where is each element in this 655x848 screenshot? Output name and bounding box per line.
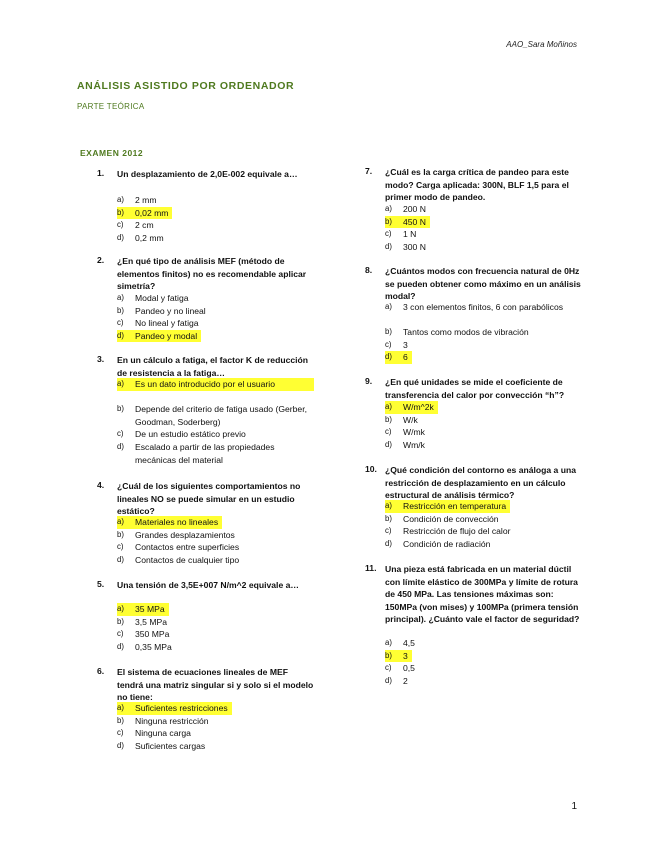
author-name: AAO_Sara Moñinos <box>506 40 577 49</box>
option-letter: b) <box>117 404 124 414</box>
left-column <box>97 168 337 768</box>
option-text: Suficientes cargas <box>135 740 206 751</box>
option-text: 450 N <box>403 216 430 229</box>
question-text: ¿En qué tipo de análisis MEF (método de elementos finitos) no es recomendable aplicar simetría? <box>117 256 307 291</box>
option-letter: c) <box>117 542 124 552</box>
option-letter: b) <box>385 327 392 337</box>
option-text: Restricción en temperatura <box>403 500 510 513</box>
option-letter: a) <box>385 638 392 647</box>
option-letter: a) <box>385 500 403 513</box>
question-number: 8. <box>365 265 373 275</box>
option-text: W/k <box>403 414 418 425</box>
option-text: Condición de convección <box>403 513 499 524</box>
option-letter: d) <box>117 554 124 564</box>
option-text: Pandeo y no lineal <box>135 305 206 316</box>
option-text: Escalado a partir de las propiedades mecánicas del material <box>135 441 275 465</box>
option-text: 300 N <box>403 241 426 252</box>
question-number: 10. <box>365 464 377 474</box>
document-title: ANÁLISIS ASISTIDO POR ORDENADOR <box>77 80 295 92</box>
option-text: 2 <box>403 675 408 686</box>
option-text: Depende del criterio de fatiga usado (Gerber, Goodman, Soderberg) <box>135 404 307 427</box>
question-text: ¿Cuántos modos con frecuencia natural de 0Hz se pueden obtener como máximo en un análisis modal? <box>385 266 581 301</box>
option-letter: d) <box>385 241 392 251</box>
option-text: Wm/k <box>403 439 425 450</box>
option-letter: c) <box>117 318 124 328</box>
question-text: Una tensión de 3,5E+007 N/m^2 equivale a… <box>117 580 299 590</box>
option-letter: b) <box>385 216 403 229</box>
option-text: Ninguna carga <box>135 728 191 739</box>
option-letter: a) <box>117 378 135 391</box>
option-text: Grandes desplazamientos <box>135 529 235 540</box>
option-text: 2 cm <box>135 220 154 231</box>
option-text: 3 con elementos finitos, 6 con parabólicos <box>403 302 564 312</box>
option-letter: b) <box>117 616 124 626</box>
right-column <box>365 166 605 706</box>
option-text: 0,02 mm <box>135 207 172 220</box>
option-letter: a) <box>385 302 392 311</box>
option-letter: c) <box>385 663 392 673</box>
option-letter: c) <box>385 339 392 349</box>
option-text: De un estudio estático previo <box>135 429 246 440</box>
exam-heading: EXAMEN 2012 <box>80 148 144 158</box>
question-text: ¿Cuál de los siguientes comportamientos no lineales NO se puede simular en un estudio estático? <box>117 481 301 516</box>
option-text: Materiales no lineales <box>135 516 222 529</box>
question-number: 11. <box>365 563 377 573</box>
option-text: 1 N <box>403 229 417 240</box>
option-letter: d) <box>117 641 124 651</box>
option-letter: c) <box>117 728 124 738</box>
option-text: 6 <box>403 351 412 364</box>
option-text: Tantos como modos de vibración <box>403 327 529 338</box>
option-text: Modal y fatiga <box>135 293 189 303</box>
option-text: 3,5 MPa <box>135 616 168 627</box>
option-text: Suficientes restricciones <box>135 702 232 715</box>
option-letter: b) <box>385 513 392 523</box>
option-text: Pandeo y modal <box>135 330 201 343</box>
option-letter: d) <box>385 351 403 364</box>
option-text: 3 <box>403 650 412 663</box>
option-letter: a) <box>117 702 135 715</box>
option-letter: a) <box>385 204 392 213</box>
page-number: 1 <box>571 801 577 812</box>
option-letter: b) <box>117 529 124 539</box>
question-text: ¿En qué unidades se mide el coeficiente de transferencia del calor por convección “h”? <box>385 377 565 400</box>
question-number: 1. <box>97 168 105 178</box>
question-number: 4. <box>97 480 105 490</box>
option-letter: a) <box>117 293 124 302</box>
option-letter: a) <box>117 195 124 204</box>
option-letter: d) <box>385 439 392 449</box>
question-text: Un desplazamiento de 2,0E-002 equivale a… <box>117 169 298 179</box>
question-number: 5. <box>97 579 105 589</box>
option-letter: b) <box>385 414 392 424</box>
option-text: 0,35 MPa <box>135 641 172 652</box>
option-text: Ninguna restricción <box>135 715 209 726</box>
option-letter: b) <box>117 305 124 315</box>
option-letter: a) <box>117 603 135 616</box>
option-letter: c) <box>385 427 392 437</box>
option-letter: c) <box>117 429 124 439</box>
option-letter: a) <box>385 401 403 414</box>
option-text: W/mk <box>403 427 425 438</box>
option-letter: c) <box>117 220 124 230</box>
option-text: Es un dato introducido por el usuario <box>135 378 314 391</box>
option-text: 2 mm <box>135 195 157 205</box>
option-text: 35 MPa <box>135 603 169 616</box>
question-number: 7. <box>365 166 373 176</box>
option-letter: d) <box>117 330 135 343</box>
option-letter: c) <box>385 229 392 239</box>
option-letter: d) <box>117 232 124 242</box>
option-text: 3 <box>403 339 408 350</box>
question-number: 6. <box>97 666 105 676</box>
question-number: 2. <box>97 255 105 265</box>
document-subtitle: PARTE TEÓRICA <box>77 102 145 111</box>
question-number: 3. <box>97 354 105 364</box>
option-letter: b) <box>385 650 403 663</box>
option-text: Restricción de flujo del calor <box>403 526 511 537</box>
option-letter: c) <box>117 629 124 639</box>
option-letter: d) <box>117 441 124 451</box>
question-number: 9. <box>365 376 373 386</box>
option-text: 4,5 <box>403 638 415 648</box>
option-text: 200 N <box>403 204 426 214</box>
question-text: Una pieza está fabricada en un material dúctil con límite elástico de 300MPa y límite de rotura de 450 MPa. Las tensiones máximas son: 150MPa (von mises) y 100MPa (primera tensión principal). ¿Cuánto vale el factor de seguridad? <box>385 564 580 624</box>
option-text: 350 MPa <box>135 629 170 640</box>
question-text: ¿Cuál es la carga crítica de pandeo para este modo? Carga aplicada: 300N, BLF 1,5 para el primer modo de pandeo. <box>385 167 569 202</box>
option-text: 0,2 mm <box>135 232 164 243</box>
option-letter: a) <box>117 516 135 529</box>
option-text: 0,5 <box>403 663 415 674</box>
option-letter: d) <box>385 538 392 548</box>
option-text: Contactos de cualquier tipo <box>135 554 240 565</box>
option-text: Condición de radiación <box>403 538 491 549</box>
option-letter: d) <box>117 740 124 750</box>
option-text: Contactos entre superficies <box>135 542 240 553</box>
option-text: W/m^2k <box>403 401 438 414</box>
question-text: En un cálculo a fatiga, el factor K de reducción de resistencia a la fatiga… <box>117 355 309 378</box>
option-letter: b) <box>117 207 135 220</box>
option-letter: c) <box>385 526 392 536</box>
option-letter: d) <box>385 675 392 685</box>
question-text: El sistema de ecuaciones lineales de MEF tendrá una matriz singular si y solo si el modelo no tiene: <box>117 667 314 702</box>
option-text: No lineal y fatiga <box>135 318 199 329</box>
question-text: ¿Qué condición del contorno es análoga a una restricción de desplazamiento en un cálculo estructural de análisis térmico? <box>385 465 576 500</box>
option-letter: b) <box>117 715 124 725</box>
